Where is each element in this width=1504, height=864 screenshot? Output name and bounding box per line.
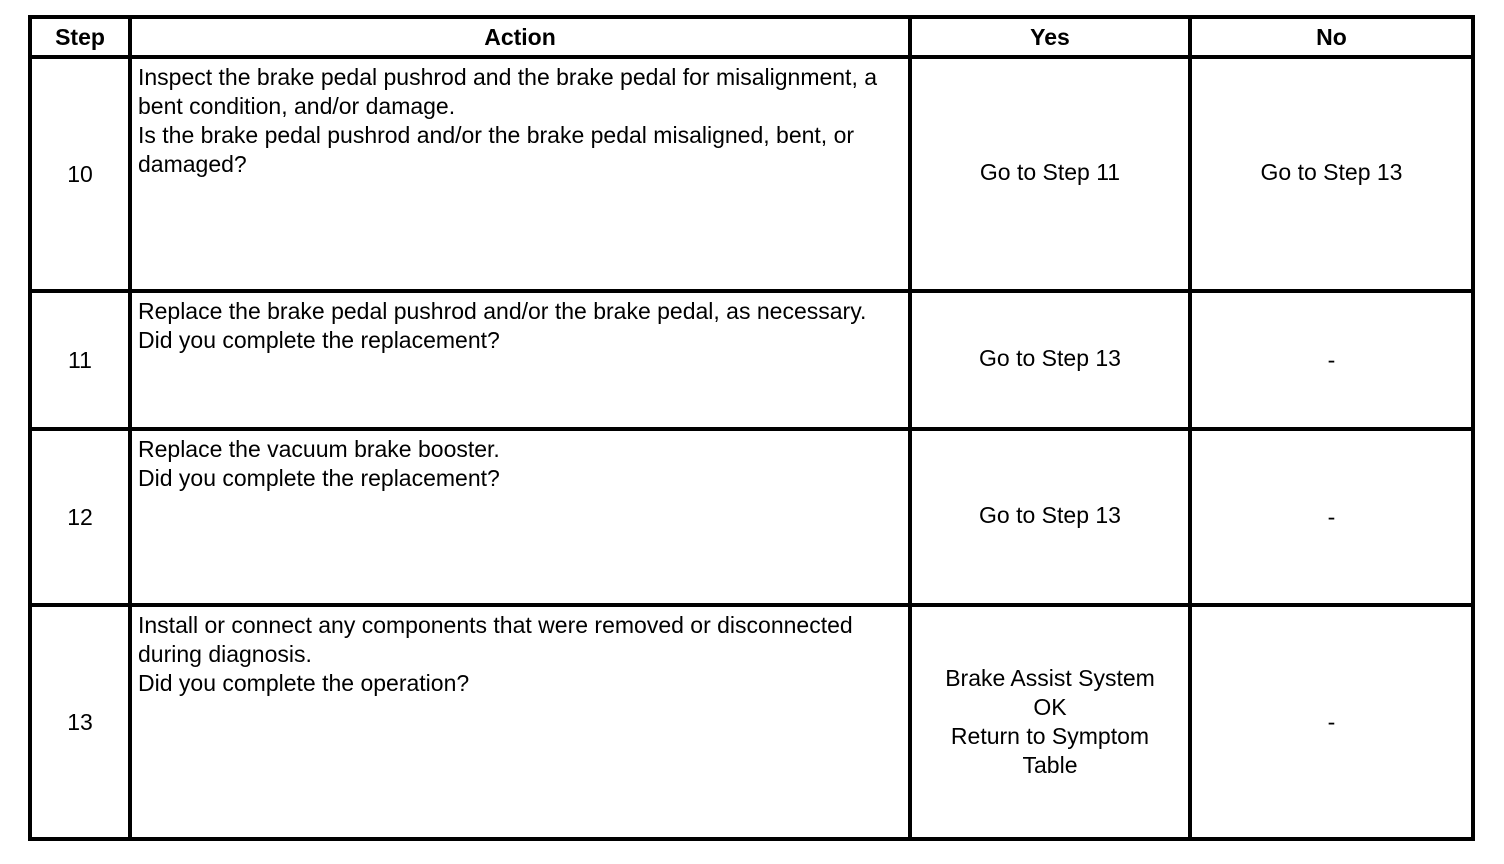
no-cell bbox=[1190, 429, 1473, 605]
action-question: Did you complete the replacement? bbox=[138, 327, 500, 353]
yes-cell bbox=[910, 291, 1190, 429]
header-yes: Yes bbox=[910, 17, 1190, 57]
no-result: - bbox=[1327, 346, 1336, 373]
yes-cell bbox=[910, 605, 1190, 839]
no-result: - bbox=[1327, 503, 1336, 530]
table-row bbox=[30, 57, 1473, 291]
step-number: 11 bbox=[30, 291, 130, 429]
header-step: Step bbox=[30, 17, 130, 57]
diagnostic-table bbox=[28, 15, 1475, 841]
no-cell bbox=[1190, 291, 1473, 429]
yes-result: Go to Step 13 bbox=[979, 344, 1121, 371]
table-row bbox=[30, 291, 1473, 429]
no-cell bbox=[1190, 605, 1473, 839]
no-result: Go to Step 13 bbox=[1260, 158, 1403, 185]
yes-result: Go to Step 13 bbox=[979, 501, 1121, 528]
step-number: 13 bbox=[30, 605, 130, 839]
no-cell bbox=[1190, 57, 1473, 291]
action-instruction: Replace the vacuum brake booster. bbox=[138, 436, 500, 462]
action-cell bbox=[130, 57, 910, 291]
action-instruction: Replace the brake pedal pushrod and/or the brake pedal, as necessary. bbox=[138, 298, 867, 324]
yes-cell bbox=[910, 57, 1190, 291]
action-cell bbox=[130, 429, 910, 605]
header-no: No bbox=[1190, 17, 1473, 57]
no-result: - bbox=[1327, 708, 1336, 735]
action-instruction: Inspect the brake pedal pushrod and the brake pedal for misalignment, a bent condition, and/or damage. bbox=[138, 64, 878, 119]
action-instruction: Install or connect any components that were removed or disconnected during diagnosis. bbox=[138, 612, 853, 667]
yes-result: Return to Symptom Table bbox=[950, 723, 1150, 778]
step-number: 12 bbox=[30, 429, 130, 605]
action-cell bbox=[130, 605, 910, 839]
table-row bbox=[30, 429, 1473, 605]
action-cell bbox=[130, 291, 910, 429]
yes-result: Go to Step 11 bbox=[979, 158, 1121, 185]
action-question: Is the brake pedal pushrod and/or the brake pedal misaligned, bent, or damaged? bbox=[138, 122, 855, 177]
yes-result-top: Brake Assist System OK bbox=[945, 665, 1155, 720]
header-row bbox=[30, 17, 1473, 57]
yes-cell bbox=[910, 429, 1190, 605]
action-question: Did you complete the operation? bbox=[138, 670, 470, 696]
header-action: Action bbox=[130, 17, 910, 57]
action-question: Did you complete the replacement? bbox=[138, 465, 500, 491]
step-number: 10 bbox=[30, 57, 130, 291]
table-row bbox=[30, 605, 1473, 839]
